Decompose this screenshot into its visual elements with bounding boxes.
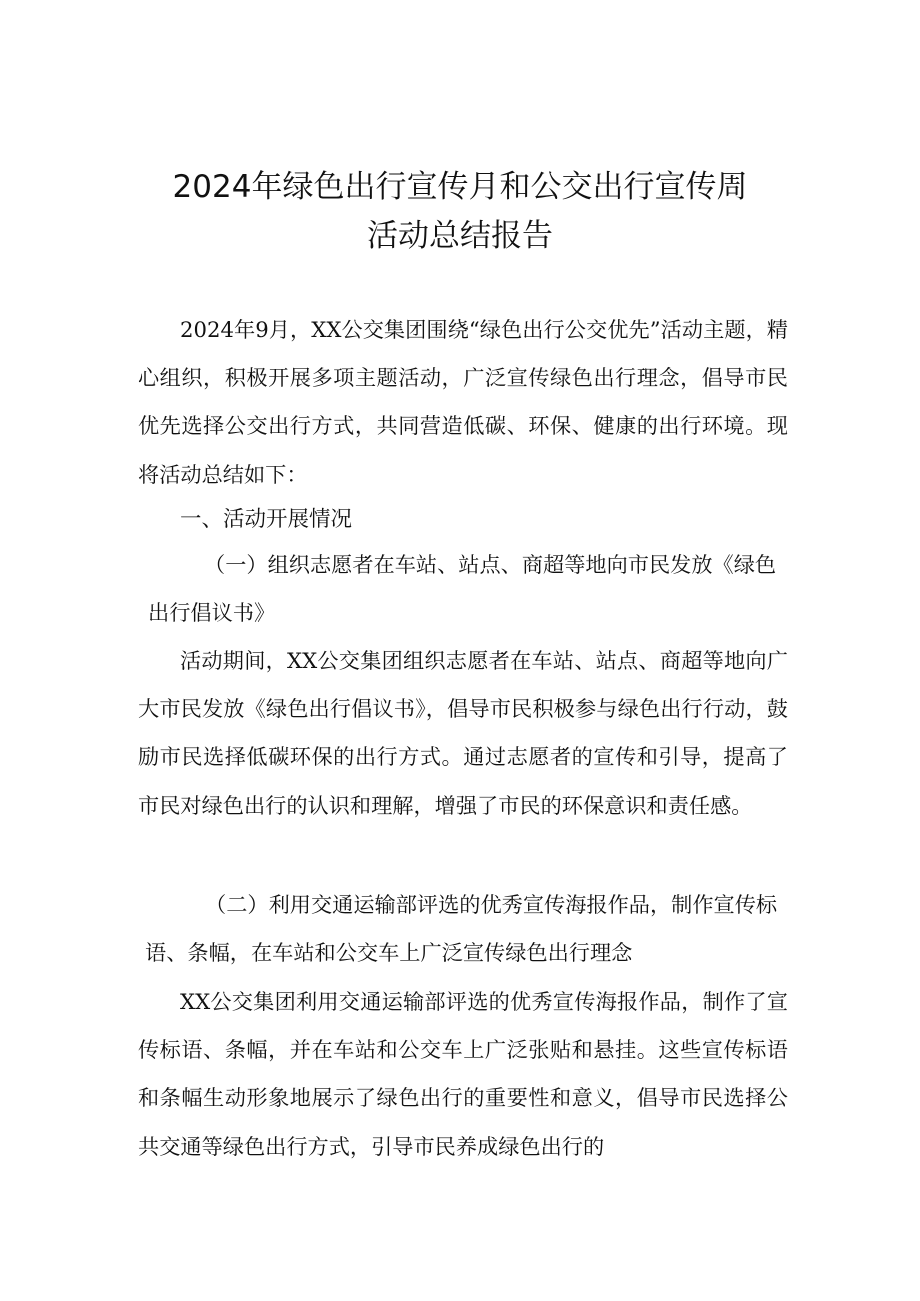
sub2-body: XX公交集团利用交通运输部评选的优秀宣传海报作品，制作了宣传标语、条幅，并在车站和公交车上广泛张贴和悬挂。这些宣传标语和条幅生动形象地展示了绿色出行的重要性和意义，倡导市民选择公共交通等绿色出行方式，引导市民养成绿色出行的 <box>138 989 788 1159</box>
section1-heading: 一、活动开展情况 <box>180 507 353 532</box>
document-title-line1: 2024年绿色出行宣传月和公交出行宣传周 <box>172 169 748 205</box>
intro-paragraph: 2024年9月，XX公交集团围绕“绿色出行公交优先”活动主题，精心组织，积极开展多项主题活动，广泛宣传绿色出行理念，倡导市民优先选择公交出行方式，共同营造低碳、环保、健康的出行环境。现将活动总结如下： <box>138 317 788 487</box>
document-title-line2: 活动总结报告 <box>367 218 553 254</box>
sub1-heading: （一）组织志愿者在车站、站点、商超等地向市民发放《绿色出行倡议书》 <box>148 552 777 626</box>
sub1-body: 活动期间，XX公交集团组织志愿者在车站、站点、商超等地向广大市民发放《绿色出行倡议书》，倡导市民积极参与绿色出行行动，鼓励市民选择低碳环保的出行方式。通过志愿者的宣传和引导，提高了市民对绿色出行的认识和理解，增强了市民的环保意识和责任感。 <box>138 648 788 818</box>
sub2-heading: （二）利用交通运输部评选的优秀宣传海报作品，制作宣传标语、条幅，在车站和公交车上广泛宣传绿色出行理念 <box>145 892 778 966</box>
